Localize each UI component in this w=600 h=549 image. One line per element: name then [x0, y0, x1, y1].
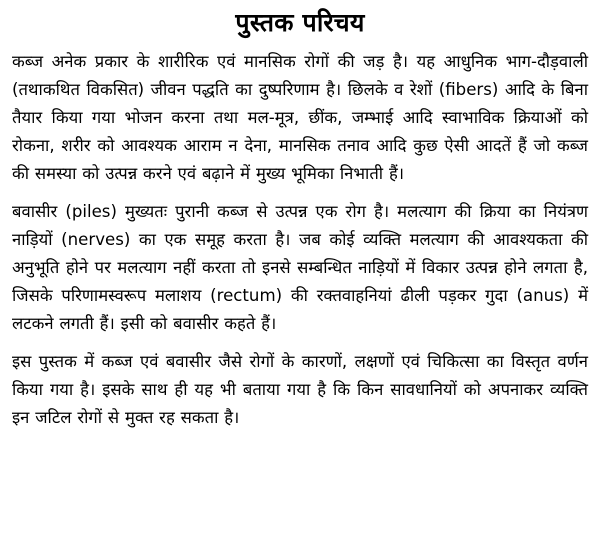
paragraph-constipation: कब्ज अनेक प्रकार के शारीरिक एवं मानसिक रोगों की जड़ है। यह आधुनिक भाग-दौड़वाली (तथाकथित विकसित) जीवन पद्धति का दुष्परिणाम है। छिलके व रेशों (fibers) आदि के बिना तैयार किया गया भोजन करना तथा मल-मूत्र, छींक, जम्भाई आदि स्वाभाविक क्रियाओं को रोकना, शरीर को आवश्यक आराम न देना, मानसिक तनाव आदि कुछ ऐसी आदतें हैं जो कब्ज की समस्या को उत्पन्न करने एवं बढ़ाने में मुख्य भूमिका निभाती हैं।: [12, 52, 588, 183]
paragraph-piles: बवासीर (piles) मुख्यतः पुरानी कब्ज से उत्पन्न एक रोग है। मलत्याग की क्रिया का नियंत्रण नाड़ियों (nerves) का एक समूह करता है। जब कोई व्यक्ति मलत्याग की आवश्यकता की अनुभूति होने पर मलत्याग नहीं करता तो इनसे सम्बन्धित नाड़ियों में विकार उत्पन्न होने लगता है, जिसके परिणामस्वरूप मलाशय (rectum) की रक्तवाहनियां ढीली पड़कर गुदा (anus) में लटकने लगती हैं। इसी को बवासीर कहते हैं।: [12, 202, 588, 333]
page-title: पुस्तक परिचय: [235, 8, 365, 37]
paragraph-book-contents: इस पुस्तक में कब्ज एवं बवासीर जैसे रोगों के कारणों, लक्षणों एवं चिकित्सा का विस्तृत वर्णन किया गया है। इसके साथ ही यह भी बताया गया है कि किन सावधानियों को अपनाकर व्यक्ति इन जटिल रोगों से मुक्त रह सकता है।: [12, 352, 588, 427]
